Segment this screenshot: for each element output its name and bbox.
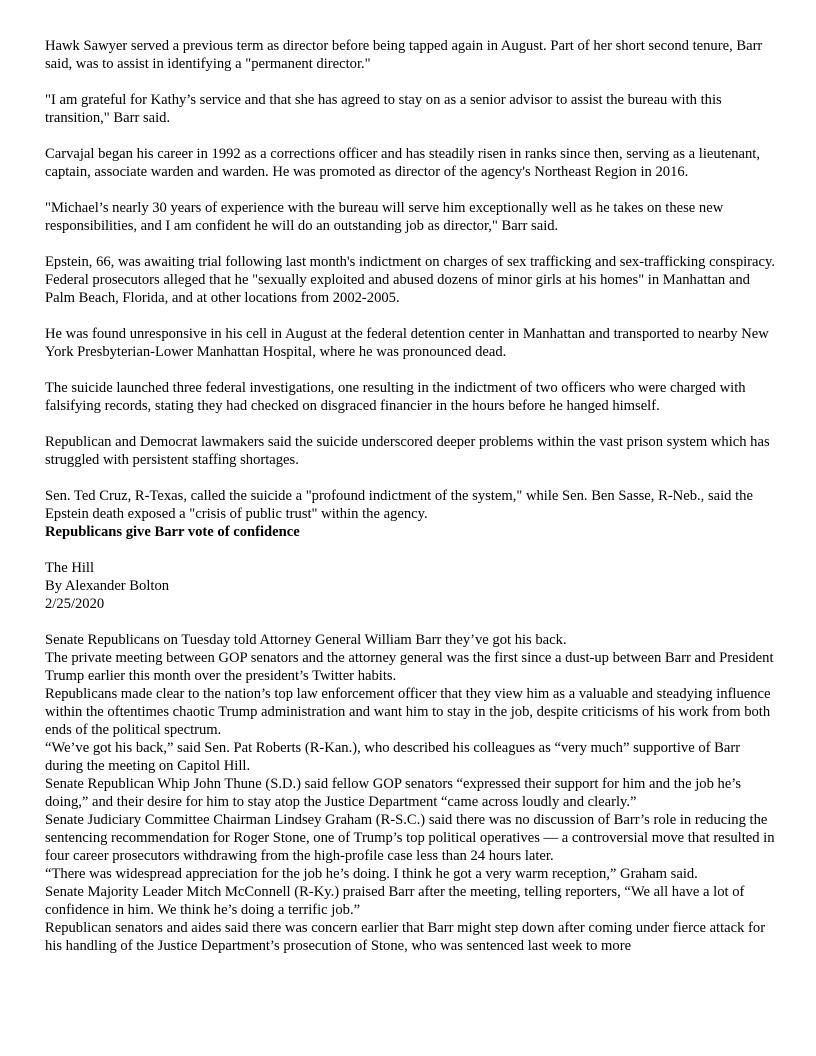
paragraph: He was found unresponsive in his cell in August at the federal detention center in Manhattan and transported to nearby New York Presbyterian-Lower Manhattan Hospital, where he was pronounced dead.	[45, 326, 769, 360]
article-continued	[45, 37, 775, 523]
paragraph: Senate Judiciary Committee Chairman Lindsey Graham (R-S.C.) said there was no discussion of Barr’s role in reducing the sentencing recommendation for Roger Stone, one of Trump’s top political operatives — a controversial move that resulted in four career prosecutors withdrawing from the high-profile case less than 24 hours later.	[45, 812, 775, 864]
paragraph: "Michael’s nearly 30 years of experience with the bureau will serve him exceptionally well as he takes on these new responsibilities, and I am confident he will do an outstanding job as director," Barr said.	[45, 200, 724, 234]
article-meta	[45, 559, 775, 613]
paragraph: “There was widespread appreciation for the job he’s doing. I think he got a very warm reception,” Graham said.	[45, 866, 698, 882]
article-title: Republicans give Barr vote of confidence	[45, 524, 300, 540]
paragraph: Senate Republicans on Tuesday told Attorney General William Barr they’ve got his back.	[45, 632, 567, 648]
paragraph: Epstein, 66, was awaiting trial following last month's indictment on charges of sex trafficking and sex-trafficking conspiracy. Federal prosecutors alleged that he "sexually exploited and abused dozens of minor girls at his homes" in Manhattan and Palm Beach, Florida, and at other locations from 2002-2005.	[45, 254, 775, 306]
article-body	[45, 631, 775, 955]
paragraph: The suicide launched three federal investigations, one resulting in the indictment of two officers who were charged with falsifying records, stating they had checked on disgraced financier in the hours before he hanged himself.	[45, 380, 746, 414]
paragraph: "I am grateful for Kathy’s service and that she has agreed to stay on as a senior advisor to assist the bureau with this transition," Barr said.	[45, 92, 722, 126]
paragraph: Carvajal began his career in 1992 as a corrections officer and has steadily risen in ranks since then, serving as a lieutenant, captain, associate warden and warden. He was promoted as director of the agency's Northeast Region in 2016.	[45, 146, 760, 180]
paragraph: Sen. Ted Cruz, R-Texas, called the suicide a "profound indictment of the system," while Sen. Ben Sasse, R-Neb., said the Epstein death exposed a "crisis of public trust" within the agency.	[45, 488, 753, 522]
article-byline: By Alexander Bolton	[45, 578, 170, 594]
paragraph: “We’ve got his back,” said Sen. Pat Roberts (R-Kan.), who described his colleagues as “very much” supportive of Barr during the meeting on Capitol Hill.	[45, 740, 741, 774]
paragraph: Republican senators and aides said there was concern earlier that Barr might step down after coming under fierce attack for his handling of the Justice Department’s prosecution of Stone, who was sentenced last week to more	[45, 920, 766, 954]
article-date: 2/25/2020	[45, 596, 105, 612]
document-page	[45, 37, 775, 955]
article-barr-confidence	[45, 523, 775, 955]
paragraph: Hawk Sawyer served a previous term as director before being tapped again in August. Part of her short second tenure, Barr said, was to assist in identifying a "permanent director."	[45, 38, 763, 72]
article-source: The Hill	[45, 560, 95, 576]
paragraph: Republicans made clear to the nation’s top law enforcement officer that they view him as a valuable and steadying influence within the oftentimes chaotic Trump administration and want him to stay in the job, despite criticisms of his work from both ends of the political spectrum.	[45, 686, 771, 738]
paragraph: Senate Majority Leader Mitch McConnell (R-Ky.) praised Barr after the meeting, telling reporters, “We all have a lot of confidence in him. We think he’s doing a terrific job.”	[45, 884, 745, 918]
paragraph: The private meeting between GOP senators and the attorney general was the first since a dust-up between Barr and President Trump earlier this month over the president’s Twitter habits.	[45, 650, 774, 684]
paragraph: Senate Republican Whip John Thune (S.D.) said fellow GOP senators “expressed their support for him and the job he’s doing,” and their desire for him to stay atop the Justice Department “came across loudly and clearly.”	[45, 776, 742, 810]
paragraph: Republican and Democrat lawmakers said the suicide underscored deeper problems within the vast prison system which has struggled with persistent staffing shortages.	[45, 434, 770, 468]
